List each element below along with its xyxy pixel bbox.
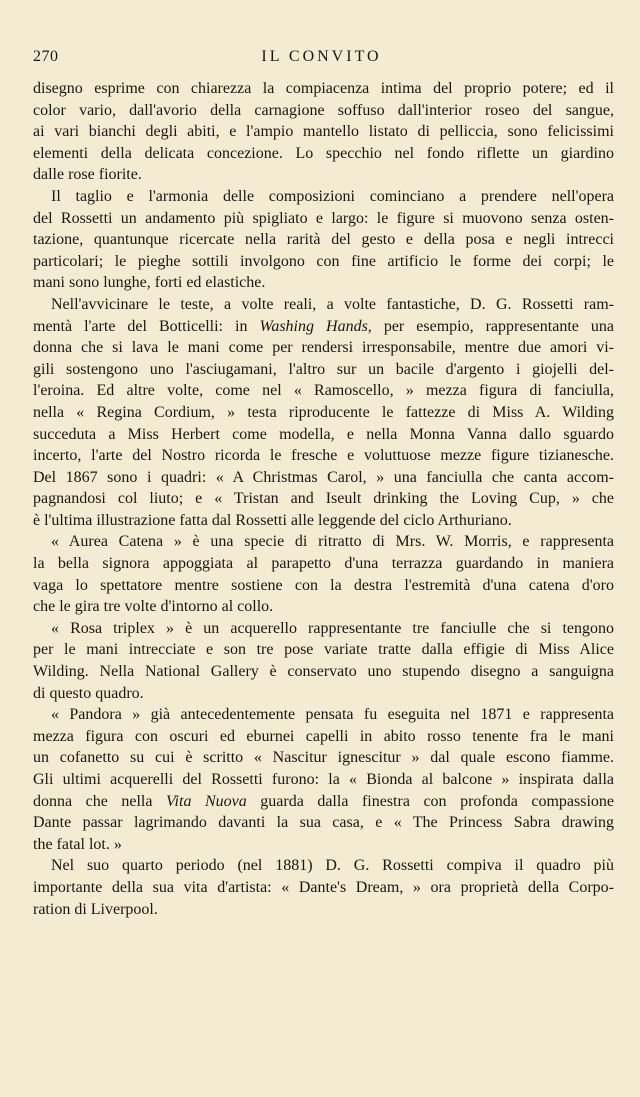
- text-line: l'eroina. Ed altre volte, come nel « Ramoscello, » mezza figura di fanciulla,: [33, 382, 614, 400]
- text-line: è l'ultima illustrazione fatta dal Rossetti alle leggende del ciclo Arthuriano.: [33, 511, 512, 529]
- text-line: Wilding. Nella National Gallery è conservato uno stupendo disegno a sanguigna: [33, 663, 614, 681]
- text-line: Dante passar lagrimando davanti la sua casa, e « The Princess Sabra drawing: [33, 814, 614, 832]
- text-line: « Rosa triplex » è un acquerello rappresentante tre fanciulle che si tengono: [51, 619, 614, 637]
- text-line: « Pandora » già antecedentemente pensata fu eseguita nel 1871 e rappresenta: [51, 706, 614, 724]
- text-line: pagnandosi col liuto; e « Tristan and Iseult drinking the Loving Cup, » che: [33, 490, 614, 508]
- italic-title: Washing Hands,: [259, 317, 372, 335]
- text-line: del Rossetti un andamento più spigliato e largo: le figure si muovono senza osten-: [33, 209, 614, 227]
- text-line: vaga lo spettatore mentre sostiene con la destra l'estremità d'una catena d'oro: [33, 576, 614, 594]
- text-line: ration di Liverpool.: [33, 900, 158, 918]
- text-line: mani sono lunghe, forti ed elastiche.: [33, 274, 266, 292]
- text-line: elementi della delicata concezione. Lo specchio nel fondo riflette un giardino: [33, 144, 614, 162]
- text-line: disegno esprime con chiarezza la compiacenza intima del proprio potere; ed il: [33, 80, 614, 97]
- text-line: « Aurea Catena » è una specie di ritratto di Mrs. W. Morris, e rappresenta: [51, 533, 614, 551]
- text-line: tazione, quantunque ricercate nella rarità del gesto e della posa e negli intrecci: [33, 231, 614, 249]
- paragraph: [33, 294, 614, 532]
- running-title: IL CONVITO: [261, 48, 382, 65]
- text-line: gili sostengono uno l'asciugamani, l'altro sur un bacile d'argento i giojelli del-: [33, 360, 614, 378]
- text-line: per le mani intrecciate e son tre pose variate tratte dalla effigie di Miss Alice: [33, 641, 614, 659]
- page-number: 270: [33, 48, 59, 65]
- text-line: importante della sua vita d'artista: « Dante's Dream, » ora proprietà della Corpo-: [33, 878, 614, 896]
- body-text: [33, 78, 614, 920]
- text-line: Nell'avvicinare le teste, a volte reali, a volte fantastiche, D. G. Rossetti ram-: [51, 295, 614, 313]
- paragraph: [33, 618, 614, 704]
- text-line: donna che nella Vita Nuova guarda dalla finestra con profonda compassione: [33, 792, 614, 810]
- paragraph: [33, 531, 614, 617]
- text-line: mentà l'arte del Botticelli: in Washing Hands, per esempio, rappresentante una: [33, 317, 614, 335]
- text-line: Gli ultimi acquerelli del Rossetti furono: la « Bionda al balcone » inspirata dalla: [33, 771, 614, 788]
- text-line: ai vari bianchi degli abiti, e l'ampio mantello listato di pelliccia, sono felicissimi: [33, 123, 614, 141]
- paragraph: [33, 855, 614, 920]
- paragraph: [33, 704, 614, 855]
- text-line: particolari; le pieghe sottili involgono con fine artificio le forme dei corpi; le: [33, 252, 614, 270]
- text-line: incerto, l'arte del Nostro ricorda le fresche e voluttuose mezze figure tizianesche.: [33, 447, 614, 465]
- text-line: Il taglio e l'armonia delle composizioni cominciano a prendere nell'opera: [51, 187, 614, 205]
- paragraph: [33, 186, 614, 294]
- text-line: di questo quadro.: [33, 684, 144, 702]
- text-line: the fatal lot. »: [33, 835, 122, 853]
- paragraph: [33, 78, 614, 186]
- text-line: color vario, dall'avorio della carnagione soffuso dall'interior roseo del sangue,: [33, 101, 614, 119]
- text-line: mezza figura con oscuri ed eburnei capelli in abito rosso tenente fra le mani: [33, 727, 614, 745]
- text-line: Del 1867 sono i quadri: « A Christmas Carol, » una fanciulla che canta accom-: [33, 468, 614, 486]
- text-line: Nel suo quarto periodo (nel 1881) D. G. Rossetti compiva il quadro più: [51, 857, 614, 875]
- italic-title: Vita Nuova: [165, 792, 247, 810]
- text-line: dalle rose fiorite.: [33, 166, 142, 184]
- text-line: che le gira tre volte d'intorno al collo.: [33, 598, 274, 616]
- text-line: donna che si lava le mani come per rendersi irresponsabile, mentre due amori vi-: [33, 339, 614, 357]
- text-line: la bella signora appoggiata al parapetto d'una terrazza guardando in maniera: [33, 555, 614, 573]
- text-line: nella « Regina Cordium, » testa riproducente le fattezze di Miss A. Wilding: [33, 403, 614, 421]
- text-line: succeduta a Miss Herbert come modella, e nella Monna Vanna dallo sguardo: [33, 425, 614, 443]
- page-header: [33, 48, 610, 74]
- text-line: un cofanetto su cui è scritto « Nascitur ignescitur » dal quale escono fiamme.: [33, 749, 614, 767]
